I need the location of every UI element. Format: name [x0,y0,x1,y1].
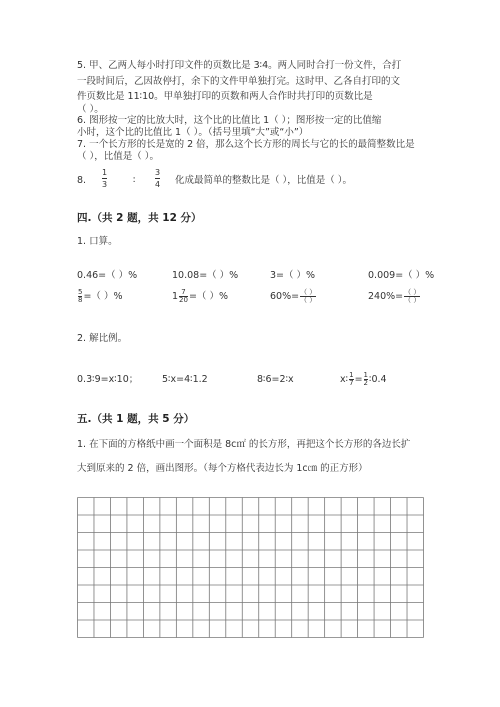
fraction-num: （ ） [404,288,421,296]
fraction-den: 7 [349,379,354,387]
fraction-num: 1 [349,371,354,379]
proportion-4 [340,372,387,387]
mental-calc-6 [172,289,228,304]
mental-calc-7 [270,289,317,304]
prop-eq: = [354,374,363,385]
calc-head: 60%= [270,291,300,302]
mental-calc-8 [368,289,421,304]
q5-line4: （ ）。 [77,104,104,115]
fraction-bar [155,178,160,179]
calc-tail: =（ ）% [83,291,123,302]
mental-calc-3: 3=（ ）% [270,270,316,281]
prop-head: x∶ [340,374,349,385]
fraction [179,289,188,304]
section4-q2-title: 2. 解比例。 [77,333,128,344]
q7-line1: 7. 一个长方形的长是宽的 2 倍，那么这个长方形的周长与它的长的最简整数比是 [77,139,415,150]
fraction-num: 7 [181,288,186,296]
fraction-den: （ ） [300,296,317,304]
fraction-den: 8 [78,296,83,304]
fraction-den: （ ） [404,296,421,304]
fraction-blank [300,289,316,304]
section5-q1-line2: 大到原来的 2 倍，画出图形。（每个方格代表边长为 1c㎝ 的正方形） [77,463,368,474]
q5-line1: 5. 甲、乙两人每小时打印文件的页数比是 3∶4。两人同时合打一份文件，合打 [77,60,402,71]
fraction-num: 1 [363,371,369,379]
fraction-den: 20 [179,296,188,304]
fraction-den: 2 [363,379,369,387]
calc-tail: =（ ）% [188,291,228,302]
mental-calc-2: 10.08=（ ）% [172,270,239,281]
q8-text: 化成最简单的整数比是（ ），比值是（ ）。 [175,175,353,186]
fraction [364,372,368,387]
q8-fraction-1-den: 3 [102,180,108,189]
q5-line2: 一段时间后，乙因故停打，余下的文件甲单独打完。这时甲、乙各自打印的文 [77,76,401,87]
proportion-3: 8∶6=2∶x [257,374,294,385]
q6-line1: 6. 图形按一定的比放大时，这个比的比值比 1（ ）；图形按一定的比值缩 [77,115,382,126]
section4-q1-title: 1. 口算。 [77,236,118,247]
mental-calc-4: 0.009=（ ）% [368,270,435,281]
fraction [78,289,82,304]
q6-line2: 小时，这个比的比值比 1（ ）。（括号里填“大”或“小”） [77,127,309,138]
fraction [349,372,353,387]
mixed-whole: 1 [172,291,179,302]
fraction-num: （ ） [300,288,317,296]
q8-fraction-2-num: 3 [155,168,161,177]
q5-line3: 件页数比是 11∶10。甲单独打印的页数和两人合作时共打印的页数比是 [77,91,373,102]
proportion-1: 0.3∶9=x∶10； [77,374,139,385]
q8-fraction-2 [155,168,160,189]
grid-svg [77,497,424,638]
section5-title: 五.（共 1 题，共 5 分） [77,413,195,425]
fraction-blank [404,289,420,304]
fraction-bar [102,178,107,179]
proportion-2: 5∶x=4∶1.2 [162,374,208,385]
prop-tail: ∶0.4 [369,374,387,385]
q8-fraction-2-den: 4 [155,180,161,189]
q8-number: 8. [77,175,87,186]
square-grid-paper[interactable] [77,497,424,642]
calc-head: 240%= [368,291,404,302]
q8-fraction-1 [102,168,107,189]
q8-fraction-1-num: 1 [102,168,108,177]
fraction-num: 5 [78,288,83,296]
section4-title: 四.（共 2 题，共 12 分） [77,212,202,224]
mental-calc-1: 0.46=（ ）% [77,270,138,281]
mental-calc-5 [77,289,122,304]
section5-q1-line1: 1. 在下面的方格纸中画一个面积是 8c㎡ 的长方形，再把这个长方形的各边长扩 [77,439,411,450]
q8-colon: ∶ [133,175,136,186]
q7-line2: （ ），比值是（ ）。 [77,151,160,162]
